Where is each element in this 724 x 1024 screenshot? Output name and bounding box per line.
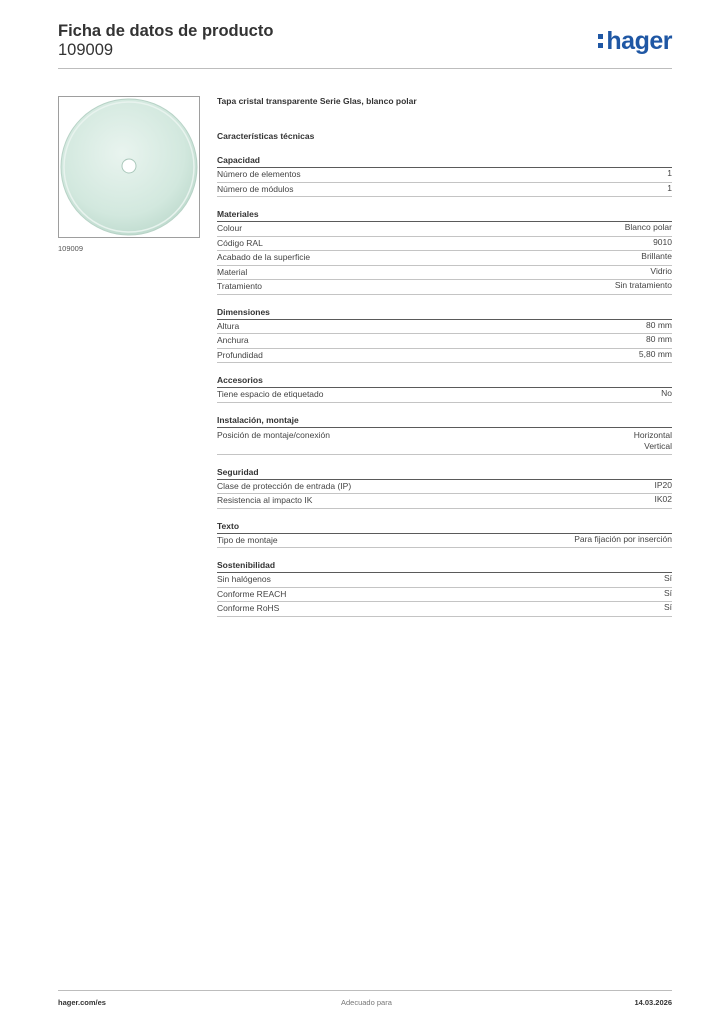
spec-content: [217, 94, 672, 617]
product-code: 109009: [58, 41, 114, 59]
spec-label: Altura: [217, 320, 240, 331]
spec-value-line: Sí: [663, 573, 672, 583]
spec-value-line: Sin tratamiento: [614, 280, 672, 290]
spec-value: [661, 388, 672, 402]
spec-value-line: 80 mm: [646, 319, 672, 330]
section-title: Accesorios: [217, 374, 672, 388]
spec-row: [217, 320, 672, 335]
spec-section: [217, 414, 672, 455]
spec-value-line: Sí: [663, 602, 672, 612]
spec-label: Resistencia al impacto IK: [217, 495, 313, 505]
spec-value: [664, 573, 672, 587]
header-divider: [58, 68, 672, 69]
spec-label: Número de módulos: [217, 183, 294, 194]
spec-section: [217, 208, 672, 295]
spec-value-line: 9010: [653, 236, 672, 247]
spec-row: [217, 494, 672, 509]
spec-label: Tratamiento: [217, 281, 263, 291]
spec-value: [664, 588, 672, 602]
spec-value: [646, 334, 672, 348]
spec-value-line: Blanco polar: [624, 222, 672, 232]
spec-value: [653, 237, 672, 251]
spec-value-line: 1: [667, 168, 672, 178]
spec-row: [217, 573, 672, 588]
spec-label: Anchura: [217, 335, 249, 345]
spec-value: [634, 430, 672, 452]
spec-label: Tiene espacio de etiquetado: [217, 389, 324, 399]
spec-value: [641, 251, 672, 265]
spec-label: Profundidad: [217, 349, 263, 360]
spec-label: Acabado de la superficie: [217, 252, 311, 262]
spec-value: [664, 602, 672, 616]
glass-cover-image: [59, 97, 199, 237]
spec-row: [217, 251, 672, 266]
spec-value: [655, 480, 673, 494]
document-title: Ficha de datos de producto: [58, 22, 274, 40]
spec-row: [217, 480, 672, 495]
spec-row: [217, 602, 672, 617]
spec-label: Conforme REACH: [217, 588, 287, 599]
section-title: Seguridad: [217, 466, 672, 480]
spec-section: [217, 520, 672, 549]
spec-label: Tipo de montaje: [217, 534, 278, 545]
spec-label: Posición de montaje/conexión: [217, 429, 330, 440]
spec-section: [217, 306, 672, 364]
spec-value: [574, 534, 672, 548]
spec-label: Sin halógenos: [217, 574, 271, 584]
spec-value-line: Brillante: [641, 251, 672, 261]
page-header: [58, 22, 672, 68]
spec-section: [217, 154, 672, 197]
spec-row: [217, 222, 672, 237]
spec-label: Código RAL: [217, 237, 263, 248]
spec-label: Clase de protección de entrada (IP): [217, 480, 352, 491]
spec-value: [625, 222, 672, 236]
spec-value: [615, 280, 672, 294]
section-title: Materiales: [217, 208, 672, 222]
spec-row: [217, 588, 672, 603]
tech-characteristics-title: Características técnicas: [217, 131, 315, 141]
spec-value-line: No: [661, 388, 672, 398]
spec-section: [217, 466, 672, 509]
spec-row: [217, 388, 672, 403]
section-title: Capacidad: [217, 154, 672, 168]
spec-value: [646, 320, 672, 334]
spec-value-line: Sí: [663, 587, 672, 598]
spec-value-line: Vertical: [644, 440, 672, 451]
spec-value-line: Horizontal: [633, 429, 672, 440]
spec-row: [217, 183, 672, 198]
spec-value-line: IP20: [654, 479, 672, 490]
spec-value-line: Para fijación por inserción: [574, 533, 672, 544]
spec-value: [667, 168, 672, 182]
image-caption: 109009: [58, 244, 84, 253]
footer-suitable-for: Adecuado para: [341, 998, 392, 1007]
footer-divider: [58, 990, 672, 991]
section-title: Texto: [217, 520, 672, 534]
spec-section: [217, 374, 672, 403]
hager-logo: [598, 27, 672, 56]
spec-row: [217, 237, 672, 252]
product-image: [58, 96, 200, 238]
spec-value-line: 5,80 mm: [638, 348, 672, 359]
spec-value: [655, 494, 673, 508]
spec-row: [217, 168, 672, 183]
footer-website-link[interactable]: hager.com/es: [58, 998, 106, 1007]
spec-section: [217, 559, 672, 617]
spec-label: Conforme RoHS: [217, 603, 280, 613]
spec-row: [217, 266, 672, 281]
spec-row: [217, 428, 672, 455]
section-title: Instalación, montaje: [217, 414, 672, 428]
spec-value-line: Vidrio: [650, 265, 672, 276]
section-title: Dimensiones: [217, 306, 672, 320]
spec-row: [217, 280, 672, 295]
spec-value: [650, 266, 672, 280]
spec-value-line: 1: [667, 182, 672, 193]
spec-value-line: IK02: [654, 494, 672, 504]
logo-colon-icon: [598, 34, 604, 52]
spec-value: [639, 349, 672, 363]
spec-row: [217, 334, 672, 349]
spec-row: [217, 349, 672, 364]
spec-value: [667, 183, 672, 197]
spec-label: Colour: [217, 223, 243, 233]
spec-label: Material: [217, 266, 248, 277]
spec-sections: [217, 154, 672, 617]
spec-value-line: 80 mm: [646, 334, 672, 344]
section-title: Sostenibilidad: [217, 559, 672, 573]
product-title: Tapa cristal transparente Serie Glas, blanco polar: [217, 96, 417, 106]
footer-date: 14.03.2026: [634, 998, 672, 1007]
logo-text: hager: [606, 27, 672, 55]
spec-row: [217, 534, 672, 549]
spec-label: Número de elementos: [217, 169, 301, 179]
